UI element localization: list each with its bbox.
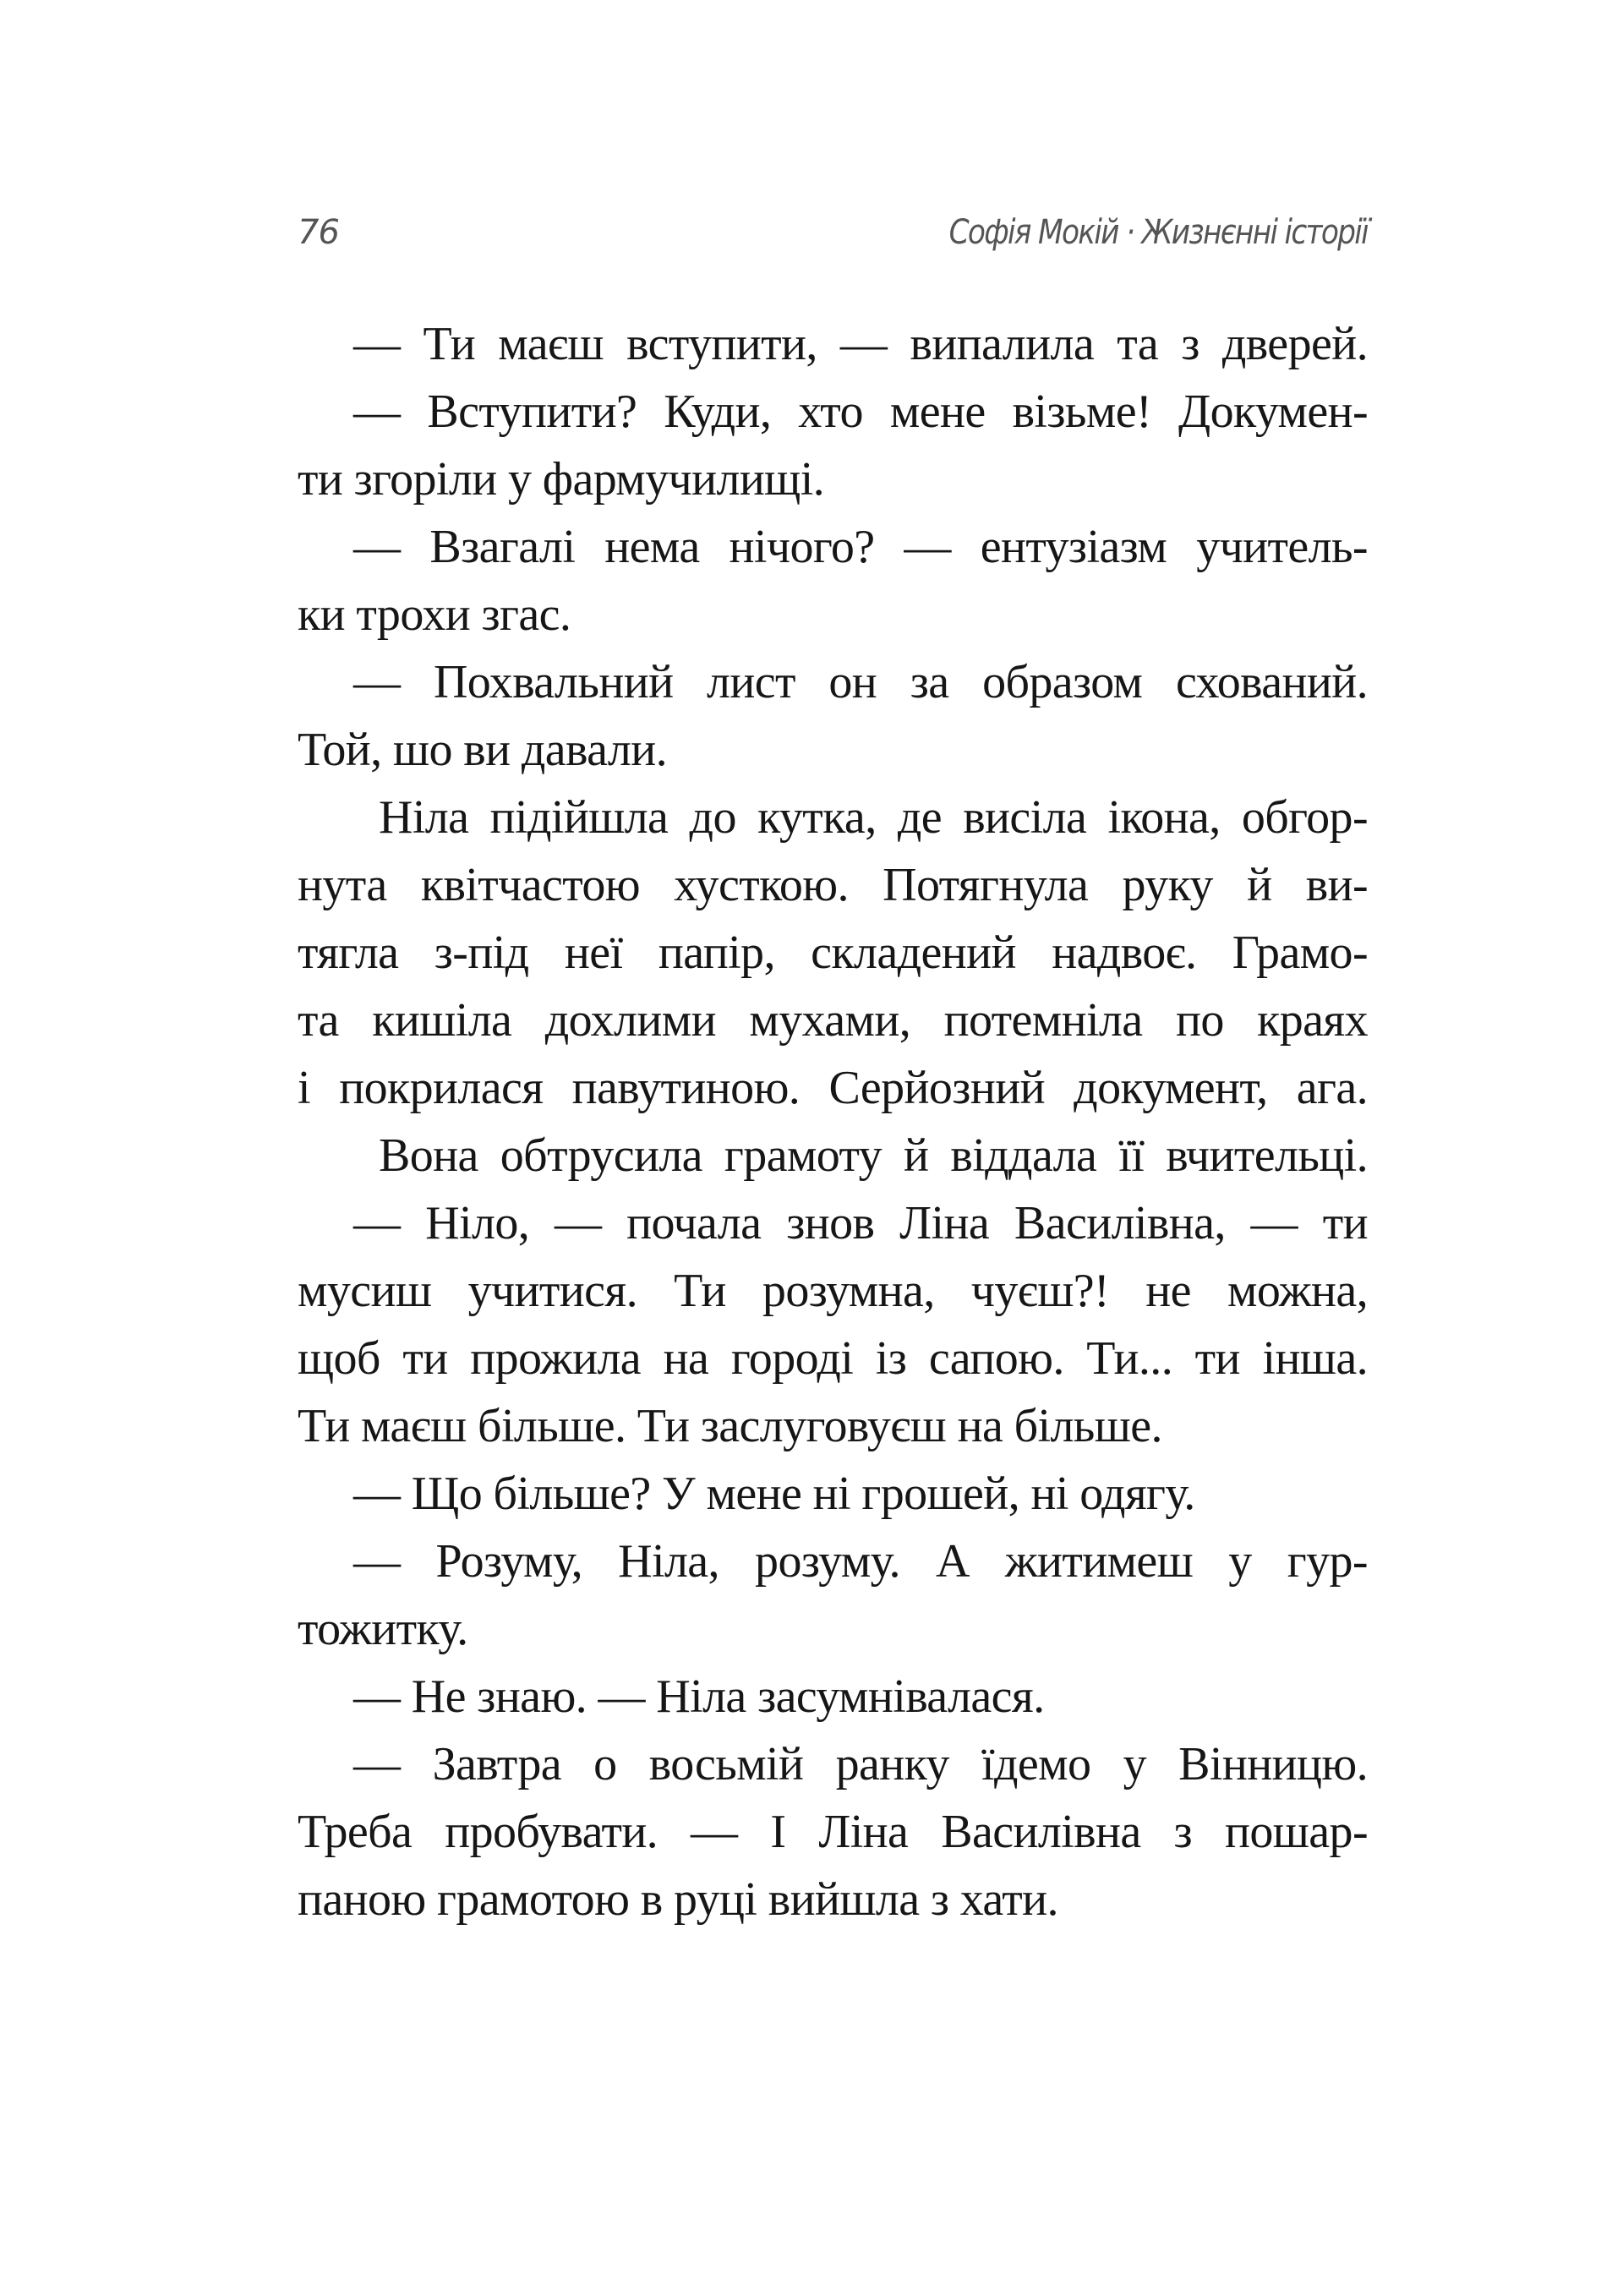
running-header xyxy=(298,207,1368,258)
text-line: — Вступити? Куди, хто мене візьме! Докумен- xyxy=(353,385,1368,438)
text-line: — Взагалі нема нічого? — ентузіазм учитель- xyxy=(353,521,1368,573)
text-line: тожитку. xyxy=(298,1603,468,1655)
text-line: тягла з-під неї папір, складений надвоє. Грамо- xyxy=(298,927,1368,979)
text-line: Ніла підійшла до кутка, де висіла ікона, обгор- xyxy=(379,791,1368,844)
text-line: ти згоріли у фармучилищі. xyxy=(298,453,825,506)
text-line: мусиш учитися. Ти розумна, чуєш?! не можна, xyxy=(298,1265,1368,1317)
text-line: Вона обтрусила грамоту й віддала її вчительці. xyxy=(379,1129,1368,1182)
text-line: — Завтра о восьмій ранку їдемо у Вінницю. xyxy=(353,1738,1368,1790)
text-line: і покрилася павутиною. Серйозний документ, ага. xyxy=(298,1062,1368,1114)
body-text xyxy=(298,310,1368,1933)
text-line: — Не знаю. — Ніла засумнівалася. xyxy=(353,1670,1045,1723)
text-line: нута квітчастою хусткою. Потягнула руку й ви- xyxy=(298,859,1368,911)
text-line: та кишіла дохлими мухами, потемніла по краях xyxy=(298,994,1368,1047)
text-line: — Ти маєш вступити, — випалила та з дверей. xyxy=(353,318,1368,370)
text-line: — Розуму, Ніла, розуму. А житимеш у гур- xyxy=(353,1535,1368,1588)
text-line: Той, шо ви давали. xyxy=(298,724,668,776)
text-line: ки трохи згас. xyxy=(298,588,571,641)
text-line: — Похвальний лист он за образом схований. xyxy=(353,656,1368,708)
text-line: — Що більше? У мене ні грошей, ні одягу. xyxy=(353,1468,1195,1520)
running-title: Софія Мокій · Жизнєнні історії xyxy=(948,213,1368,252)
page-number: 76 xyxy=(298,213,339,252)
text-line: щоб ти прожила на городі із сапою. Ти... ти інша. xyxy=(298,1332,1368,1385)
text-line: Треба пробувати. — І Ліна Василівна з пошар- xyxy=(298,1806,1368,1858)
text-line: — Ніло, — почала знов Ліна Василівна, — ти xyxy=(353,1197,1368,1249)
text-line: Ти маєш більше. Ти заслуговуєш на більше. xyxy=(298,1400,1162,1452)
text-line: паною грамотою в руці вийшла з хати. xyxy=(298,1873,1058,1926)
